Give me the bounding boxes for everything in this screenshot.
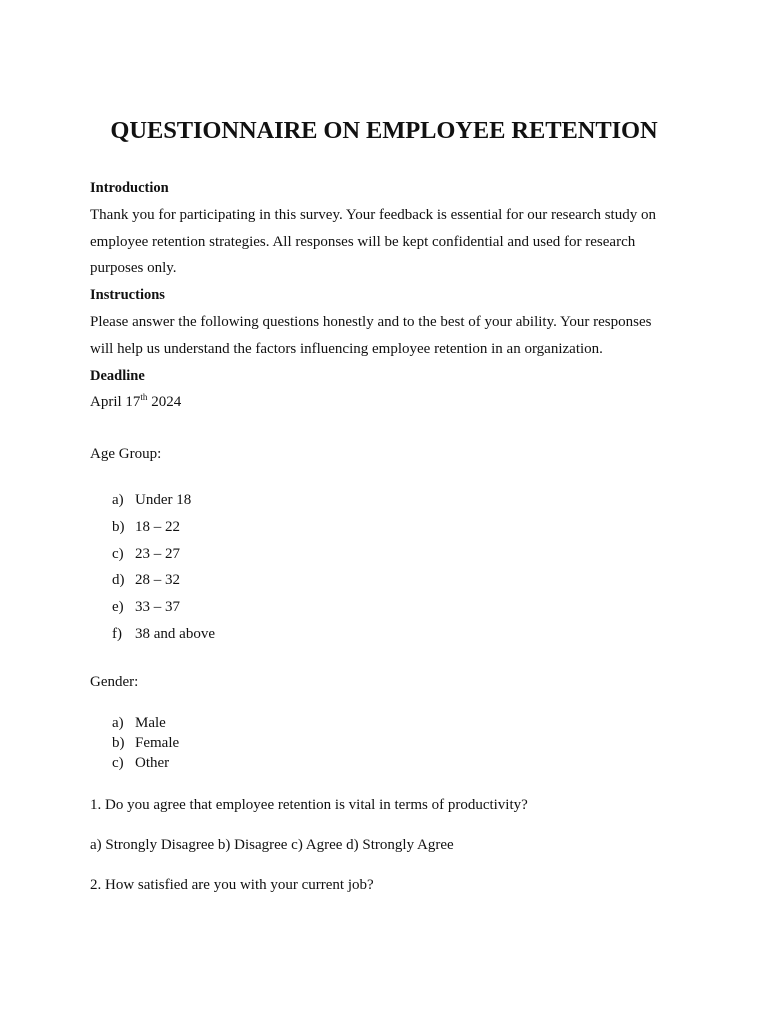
deadline-year: 2024 [147,394,182,411]
gender-label: Gender: [90,674,139,690]
option-text: Female [135,735,180,751]
deadline-month: April 17 [90,394,141,411]
option-letter: f) [112,626,122,642]
introduction-line: Thank you for participating in this survey. Your feedback is essential for our research study on [90,206,656,223]
age-option[interactable] [112,572,180,589]
introduction-line: employee retention strategies. All responses will be kept confidential and used for research [90,233,636,250]
instructions-heading: Instructions [90,287,165,304]
gender-option[interactable] [112,715,166,732]
gender-option[interactable] [112,755,169,772]
option-letter: c) [112,755,124,771]
option-text: 23 – 27 [135,546,180,562]
option-text: 33 – 37 [135,599,180,615]
option-letter: a) [112,492,124,508]
question-1: 1. Do you agree that employee retention is vital in terms of productivity? [90,797,528,813]
document-title: QUESTIONNAIRE ON EMPLOYEE RETENTION [110,117,658,144]
introduction-section [90,175,690,416]
age-option[interactable] [112,492,191,509]
age-option[interactable] [112,546,180,563]
deadline-suffix: th [140,392,148,403]
question-2: 2. How satisfied are you with your current job? [90,877,374,893]
age-option[interactable] [112,626,215,643]
option-letter: b) [112,735,125,751]
option-letter: c) [112,546,124,562]
option-letter: d) [112,572,125,588]
deadline-date [90,389,690,416]
option-text: Other [135,755,170,771]
gender-option[interactable] [112,735,179,752]
deadline-heading: Deadline [90,367,145,384]
age-group-label: Age Group: [90,446,162,462]
question-1-answers[interactable]: a) Strongly Disagree b) Disagree c) Agree d) Strongly Agree [90,837,454,853]
option-text: 18 – 22 [135,519,180,535]
option-text: 38 and above [135,626,215,642]
introduction-heading: Introduction [90,180,169,196]
option-text: Male [135,715,166,731]
age-option[interactable] [112,599,180,616]
instructions-line: Please answer the following questions honestly and to the best of your ability. Your responses [90,313,652,330]
option-letter: a) [112,715,124,731]
instructions-line: will help us understand the factors influencing employee retention in an organization. [90,340,603,357]
option-letter: e) [112,599,124,615]
option-letter: b) [112,519,125,535]
option-text: Under 18 [135,492,192,508]
age-option[interactable] [112,519,180,536]
introduction-line: purposes only. [90,260,177,277]
option-text: 28 – 32 [135,572,180,588]
